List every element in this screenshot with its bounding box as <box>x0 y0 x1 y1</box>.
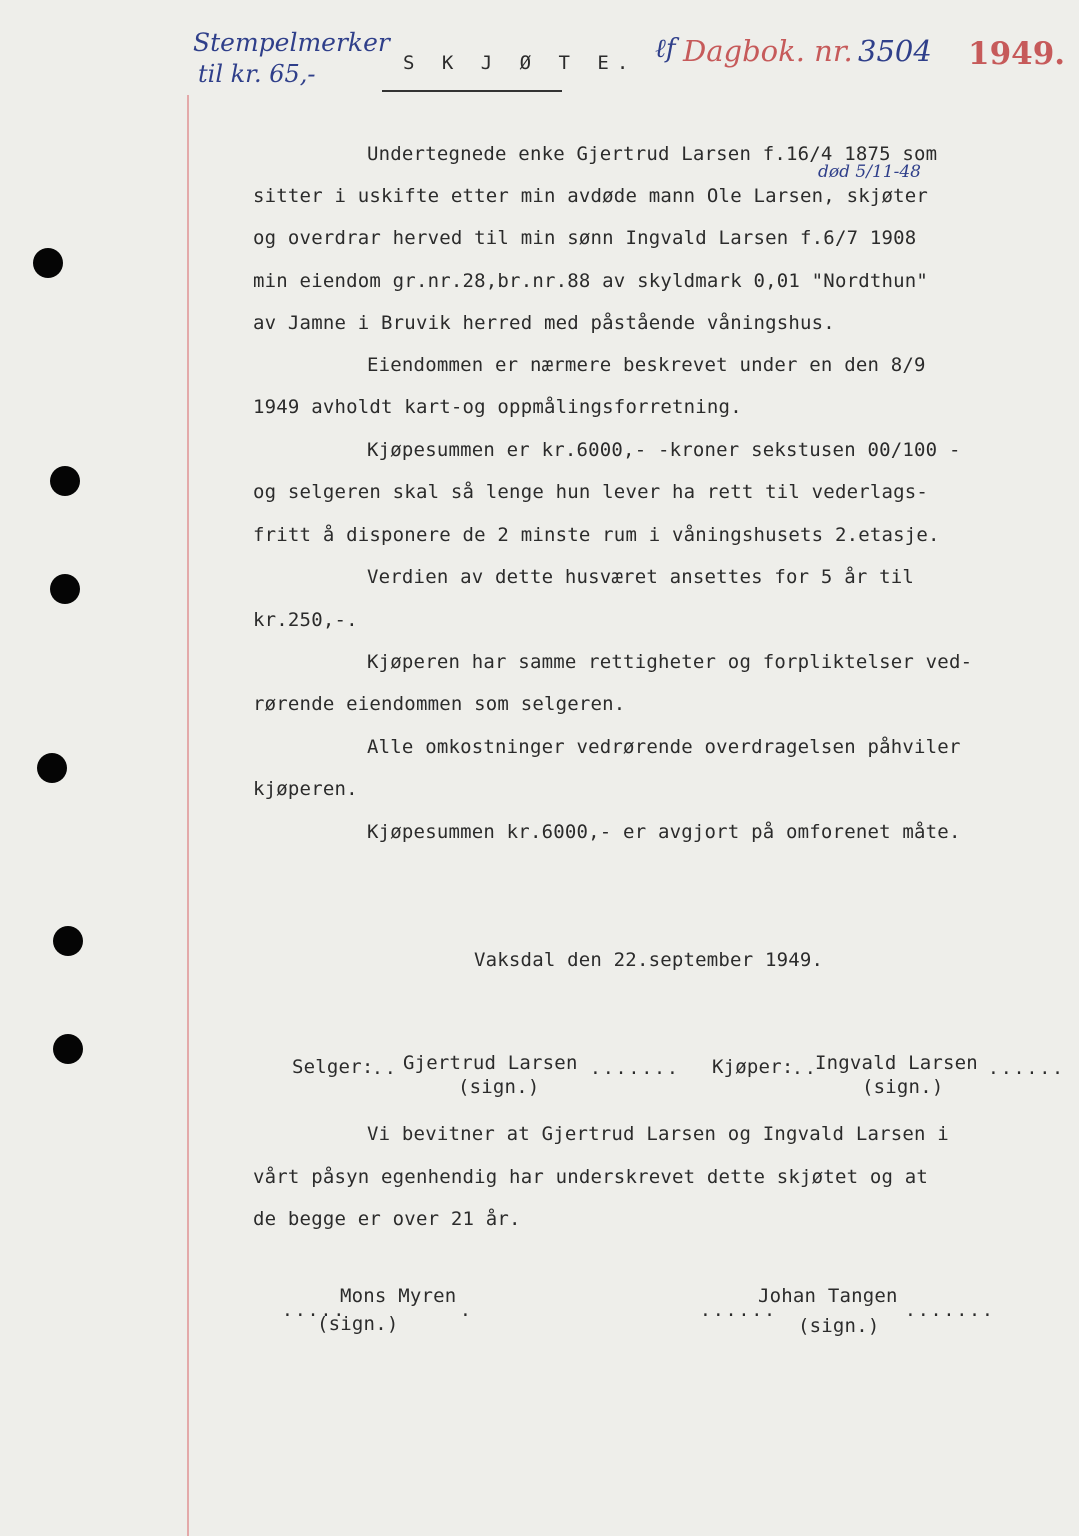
body-line: Undertegnede enke Gjertrud Larsen f.16/4 1875 som <box>367 143 938 165</box>
body-line: og selgeren skal så lenge hun lever ha rett til vederlags- <box>253 481 929 503</box>
buyer-name: Ingvald Larsen <box>815 1052 978 1074</box>
witness2-name: Johan Tangen <box>758 1285 898 1307</box>
body-line: kjøperen. <box>253 778 358 800</box>
body-line: fritt å disponere de 2 minste rum i våningshusets 2.etasje. <box>253 524 940 546</box>
buyer-label: Kjøper: <box>712 1056 794 1078</box>
witness1-dotted-line: ..... <box>282 1300 347 1321</box>
body-line: kr.250,-. <box>253 609 358 631</box>
punch-hole <box>50 466 80 496</box>
buyer-signed: (sign.) <box>862 1076 944 1098</box>
stamp-note-line2: til kr. 65,- <box>198 60 316 88</box>
body-line: og overdrar herved til min sønn Ingvald Larsen f.6/7 1908 <box>253 227 917 249</box>
body-line: Kjøperen har samme rettigheter og forpliktelser ved- <box>367 651 973 673</box>
body-line: Kjøpesummen kr.6000,- er avgjort på omforenet måte. <box>367 821 961 843</box>
seller-dotted-line: .. <box>372 1058 398 1079</box>
witness2-dotted-line: ....... <box>905 1300 995 1321</box>
seller-dotted-line: ....... <box>590 1058 680 1079</box>
body-line: Kjøpesummen er kr.6000,- -kroner sekstusen 00/100 - <box>367 439 961 461</box>
death-note: død 5/11-48 <box>818 162 921 182</box>
document-title: S K J Ø T E. <box>403 52 637 74</box>
dagbok-year: 1949. <box>968 36 1066 72</box>
witness1-signed: (sign.) <box>317 1313 399 1335</box>
witness-line: vårt påsyn egenhendig har underskrevet dette skjøtet og at <box>253 1166 929 1188</box>
dagbok-label: Dagbok. nr. <box>683 34 853 68</box>
witness2-dotted-line: ...... <box>700 1300 778 1321</box>
date-line: Vaksdal den 22.september 1949. <box>474 949 824 971</box>
body-line: Eiendommen er nærmere beskrevet under en den 8/9 <box>367 354 926 376</box>
margin-line <box>187 95 189 1536</box>
punch-hole <box>33 248 63 278</box>
buyer-dotted-line: ...... <box>988 1058 1066 1079</box>
body-line: Alle omkostninger vedrørende overdragelsen påhviler <box>367 736 961 758</box>
punch-hole <box>53 926 83 956</box>
body-line: 1949 avholdt kart-og oppmålingsforretning. <box>253 396 742 418</box>
body-line: sitter i uskifte etter min avdøde mann Ole Larsen, skjøter <box>253 185 929 207</box>
witness-line: de begge er over 21 år. <box>253 1208 521 1230</box>
punch-hole <box>50 574 80 604</box>
buyer-dotted-line: .. <box>792 1058 818 1079</box>
witness1-name: Mons Myren <box>340 1285 457 1307</box>
body-line: Verdien av dette husværet ansettes for 5 år til <box>367 566 915 588</box>
dagbok-number: 3504 <box>858 34 932 68</box>
witness-line: Vi bevitner at Gjertrud Larsen og Ingvald Larsen i <box>367 1123 949 1145</box>
body-line: rørende eiendommen som selgeren. <box>253 693 626 715</box>
body-line: min eiendom gr.nr.28,br.nr.88 av skyldmark 0,01 "Nordthun" <box>253 270 929 292</box>
body-line: av Jamne i Bruvik herred med påstående våningshus. <box>253 312 835 334</box>
seller-name: Gjertrud Larsen <box>403 1052 578 1074</box>
stamp-note-line1: Stempelmerker <box>193 28 390 57</box>
title-underline <box>382 90 562 92</box>
witness1-dotted-line: . <box>460 1300 473 1321</box>
dagbok-prefix: ℓf <box>655 34 676 64</box>
punch-hole <box>37 753 67 783</box>
witness2-signed: (sign.) <box>798 1315 880 1337</box>
punch-hole <box>53 1034 83 1064</box>
seller-signed: (sign.) <box>458 1076 540 1098</box>
seller-label: Selger: <box>292 1056 374 1078</box>
